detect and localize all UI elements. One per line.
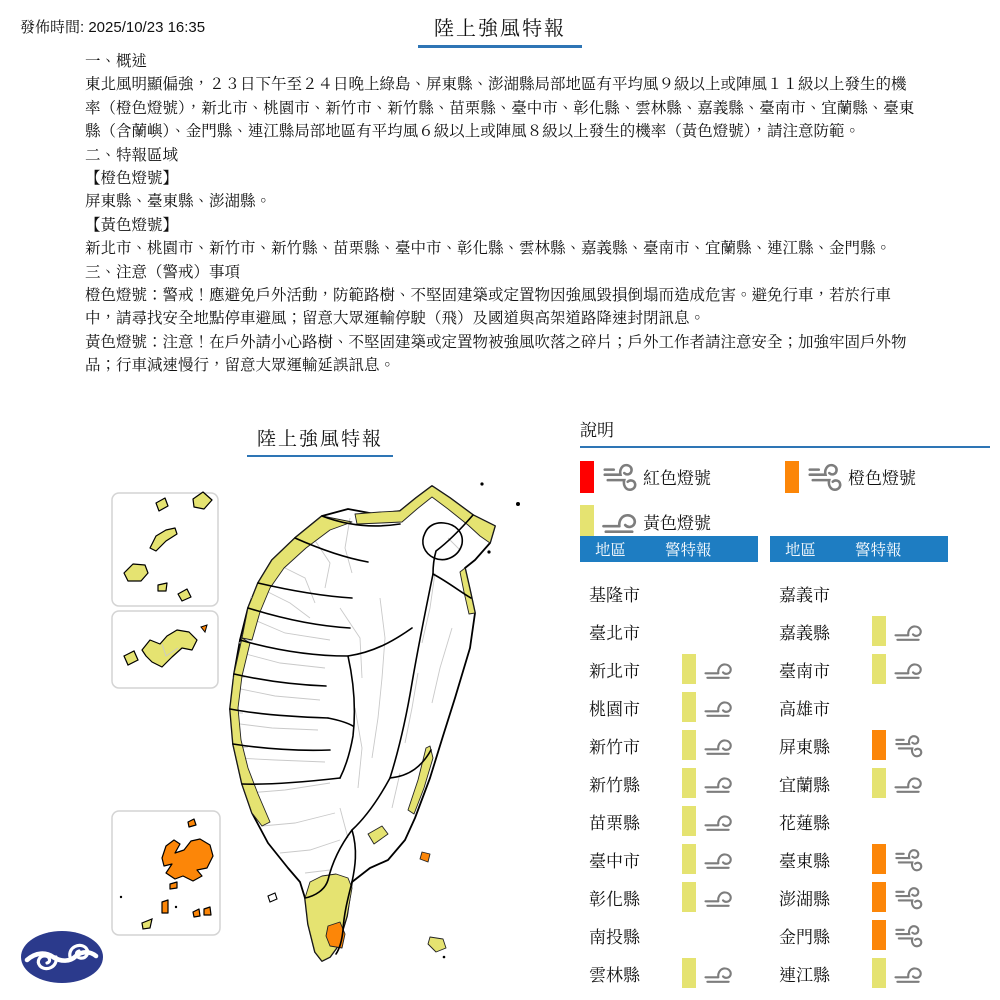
legend-label: 橙色燈號 [848,469,916,488]
warning-cell [682,692,733,722]
region-name: 臺中市 [589,851,640,871]
strong-wind-icon [893,732,923,759]
strong-wind-icon [893,846,923,873]
region-name: 臺南市 [779,661,830,681]
warning-badge [682,844,696,874]
table-row [580,650,758,688]
warning-cell [682,768,733,798]
warning-badge [682,654,696,684]
table-row [770,954,948,992]
warning-badge [682,692,696,722]
legend-heading: 說明 [580,421,614,440]
section2-heading: 二、特報區域 [85,146,179,164]
region-column-header: 地區 [595,542,627,559]
table-row [770,726,948,764]
region-name: 嘉義市 [779,585,830,605]
warning-badge [872,920,886,950]
wind-icon [893,657,923,682]
wind-icon [703,657,733,682]
page-title-wrap [0,12,1000,48]
table-row [580,612,758,650]
warning-cell [872,768,923,798]
warning-cell [682,958,733,988]
region-name: 金門縣 [779,927,830,947]
table-row [580,574,758,612]
region-name: 嘉義縣 [779,623,830,643]
legend-divider [580,446,990,448]
warning-badge [872,844,886,874]
strong-wind-icon [804,460,844,493]
warning-badge [682,958,696,988]
warning-badge [682,768,696,798]
map-title: 陸上強風特報 [247,424,393,457]
region-name: 桃園市 [589,699,640,719]
section3-heading: 三、注意（警戒）事項 [85,263,241,281]
region-name: 雲林縣 [589,965,640,985]
warning-cell [872,844,923,874]
table-row [580,840,758,878]
taiwan-warning-map [100,478,570,1000]
table-row [580,726,758,764]
orange-signal-areas: 屏東縣、臺東縣、澎湖縣。 [85,193,272,211]
orange-signal-tag: 【橙色燈號】 [85,170,179,188]
section3-yellow-notice: 黃色燈號：注意！在戶外請小心路樹、不堅固建築或定置物被強風吹落之碎片；戶外工作者請注意安全；加強牢固戶外物品；行車減速慢行，留意大眾運輸延誤訊息。 [85,333,907,375]
legend-item-orange [785,460,990,493]
matsu-inset [112,492,218,606]
region-name: 新竹市 [589,737,640,757]
table-row [580,688,758,726]
table-row [770,916,948,954]
table-row [580,954,758,992]
penghu-inset [112,811,220,935]
wind-icon [703,847,733,872]
region-name: 高雄市 [779,699,830,719]
region-name: 屏東縣 [779,737,830,757]
strong-wind-icon [893,884,923,911]
legend-item-red [580,460,785,493]
yellow-signal-swatch [580,505,594,537]
red-signal-swatch [580,461,594,493]
region-name: 澎湖縣 [779,889,830,909]
wind-icon [599,506,639,537]
section3-orange-notice: 橙色燈號：警戒！應避免戶外活動，防範路樹、不堅固建築或定置物因強風毀損倒塌而造成危害。避免行車，若於行車中，請尋找安全地點停車避風；留意大眾運輸停駛（飛）及國道與高架道路降速封閉訊息。 [85,287,892,328]
region-name: 基隆市 [589,585,640,605]
region-name: 南投縣 [589,927,640,947]
wind-icon [703,733,733,758]
orange-signal-swatch [785,461,799,493]
warning-cell [872,616,923,646]
warning-badge [872,958,886,988]
yellow-signal-tag: 【黃色燈號】 [85,216,179,234]
wind-icon [893,771,923,796]
section1-body: 東北風明顯偏強，２３日下午至２４日晚上綠島、屏東縣、澎湖縣局部地區有平均風９級以上或陣風１１級以上發生的機率（橙色燈號），新北市、桃園市、新竹市、新竹縣、苗栗縣、臺中市、彰化縣、雲林縣、嘉義縣、臺南市、宜蘭縣、臺東縣（含蘭嶼）、金門縣、連江縣局部地區有平均風６級以上或陣風８級以上發生的機率（黃色燈號），請注意防範。 [85,76,915,141]
table-row [580,878,758,916]
map-title-wrap [210,424,430,457]
warning-cell [872,958,923,988]
wind-icon [703,809,733,834]
table-row [580,802,758,840]
warning-table-right [770,536,948,992]
table-row [770,650,948,688]
wind-icon [893,619,923,644]
table-row [770,802,948,840]
legend-label: 紅色燈號 [643,469,711,488]
wind-icon [703,695,733,720]
wind-icon [703,885,733,910]
warning-badge [682,806,696,836]
taiwan-main-island [230,486,495,961]
table-header [770,536,948,562]
section1-heading: 一、概述 [85,53,148,70]
warning-cell [682,844,733,874]
warning-badge [682,730,696,760]
warning-cell [872,920,923,950]
advisory-body [85,50,915,378]
table-row [580,916,758,954]
region-name: 新竹縣 [589,775,640,795]
legend [580,416,990,537]
table-row [770,840,948,878]
warning-cell [682,654,733,684]
warning-cell [872,654,923,684]
table-row [580,764,758,802]
cwa-logo [18,928,106,986]
warning-badge [872,882,886,912]
warning-cell [872,730,923,760]
warning-badge [872,654,886,684]
table-row [770,764,948,802]
region-name: 新北市 [589,661,640,681]
wind-icon [703,961,733,986]
legend-label: 黃色燈號 [643,513,711,533]
yellow-signal-areas: 新北市、桃園市、新竹市、新竹縣、苗栗縣、臺中市、彰化縣、雲林縣、嘉義縣、臺南市、宜蘭縣、連江縣、金門縣。 [85,240,892,258]
table-header [580,536,758,562]
warning-cell [682,730,733,760]
strong-wind-icon [599,460,639,493]
region-name: 彰化縣 [589,889,640,909]
warning-cell [682,806,733,836]
legend-item-yellow [580,505,785,537]
publish-time: 發佈時間: 2025/10/23 16:35 [20,19,206,36]
strong-wind-icon [893,922,923,949]
warning-column-header: 警特報 [855,542,902,559]
warning-badge [872,730,886,760]
table-row [770,688,948,726]
warning-badge [682,882,696,912]
page-title: 陸上強風特報 [418,12,582,48]
region-column-header: 地區 [785,542,817,559]
region-name: 連江縣 [779,965,830,985]
region-name: 臺北市 [589,623,640,643]
warning-column-header: 警特報 [665,542,712,559]
table-row [770,878,948,916]
table-row [770,612,948,650]
warning-table-left [580,536,758,992]
wind-icon [893,961,923,986]
region-name: 臺東縣 [779,851,830,871]
warning-cell [872,882,923,912]
warning-badge [872,616,886,646]
warning-badge [872,768,886,798]
warning-cell [682,882,733,912]
wind-icon [703,771,733,796]
table-row [770,574,948,612]
region-name: 花蓮縣 [779,813,830,833]
kinmen-inset [112,611,218,688]
region-name: 宜蘭縣 [779,775,830,795]
region-name: 苗栗縣 [589,813,640,833]
